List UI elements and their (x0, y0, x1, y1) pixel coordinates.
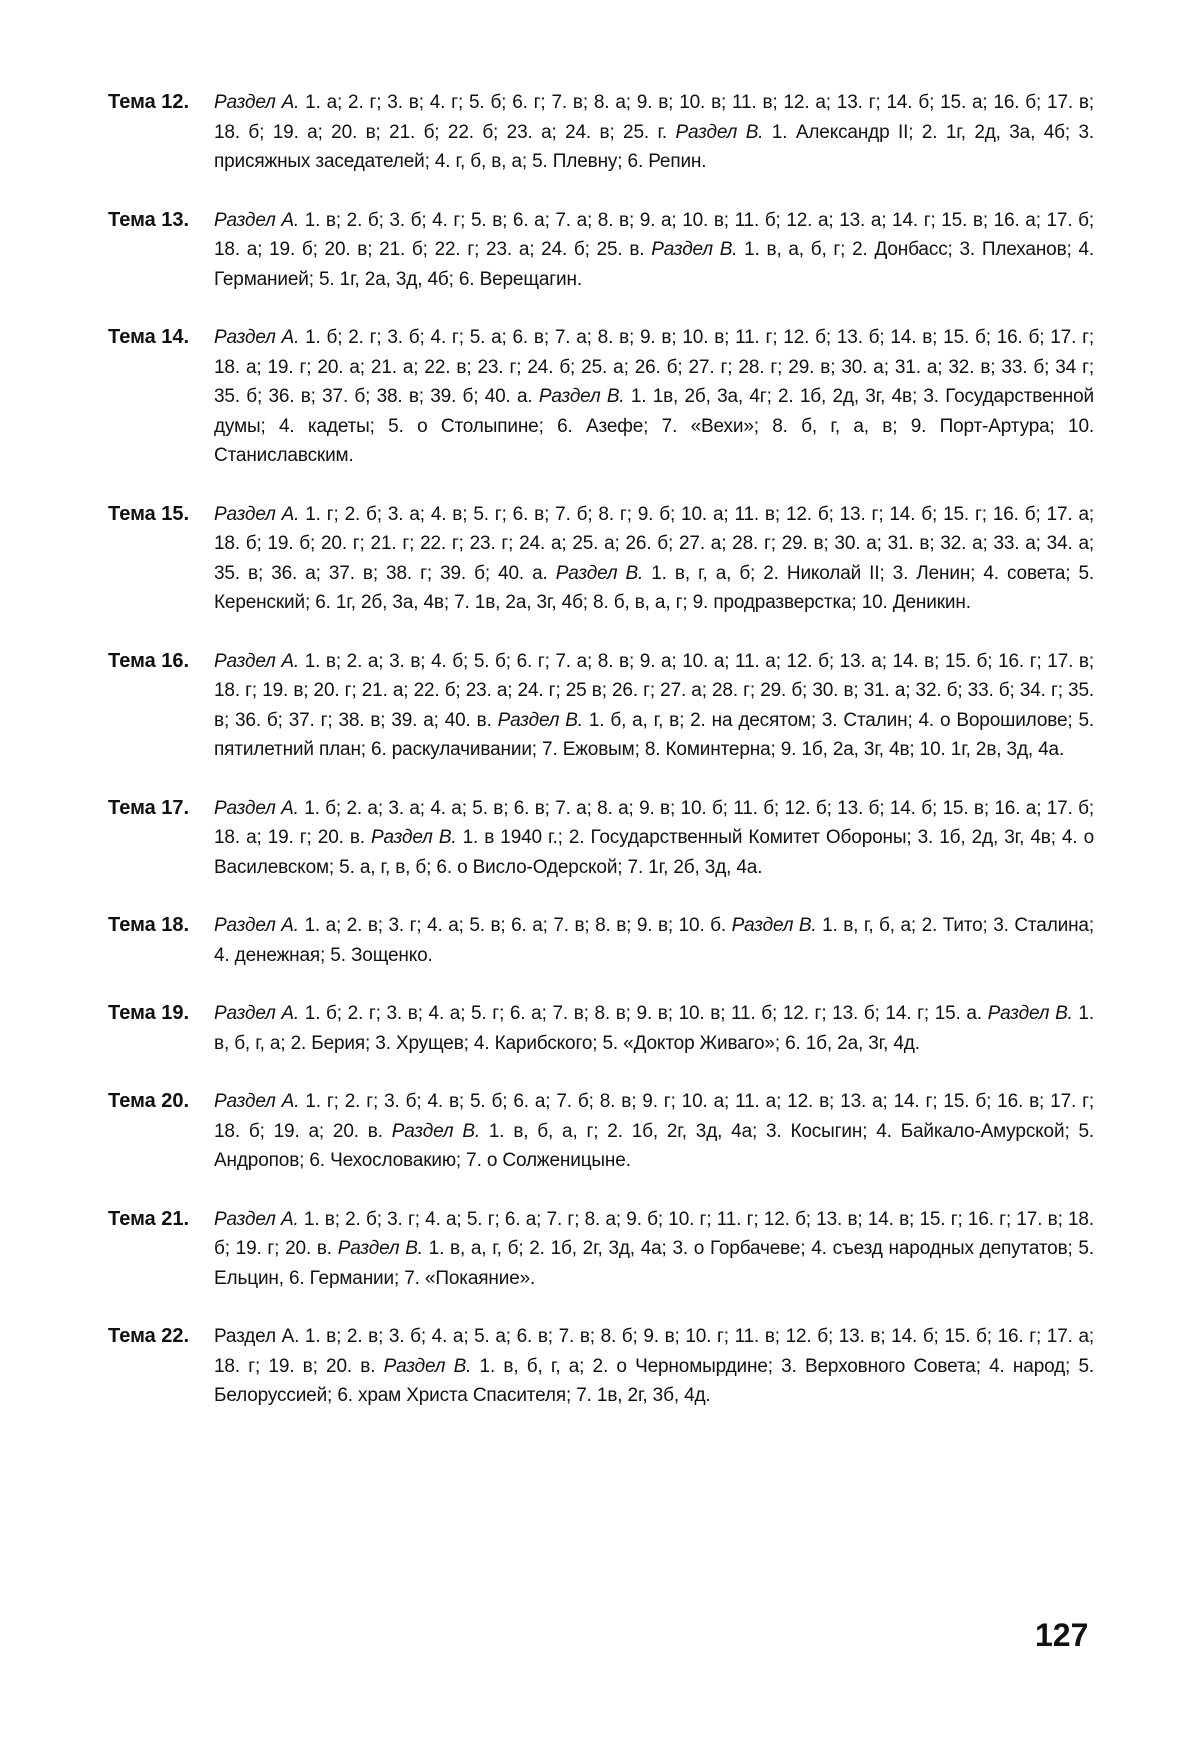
section-a-answers: 1. г; 2. б; 3. а; 4. в; 5. г; 6. в; 7. б; 8. г; 9. б; 10. а; 11. в; 12. б; 13. г; 14. б; 15. г; 16. б; 17. а; 18. б; 19. б; 20. г; 21. г; 22. г; 23. г; 24. а; 25. а; 26. б; 27. а; 28. г; 29. в; 30. а; 31. в; 32. а; 33. а; 34. а; 35. в; 36. а; 37. в; 38. г; 39. б; 40. а. (214, 503, 1094, 584)
section-b-answers: 1. в, г, а, б; 2. Николай II; 3. Ленин; 4. совета; 5. Керенский; 6. 1г, 2б, 3а, 4в; 7. 1в, 2а, 3г, 4б; 8. б, в, а, г; 9. продразверстка; 10. Деникин. (214, 562, 1094, 613)
topic-label: Тема 18. (108, 914, 190, 936)
section-a-answers: 1. б; 2. г; 3. в; 4. а; 5. г; 6. а; 7. в; 8. в; 9. в; 10. в; 11. б; 12. г; 13. б; 14. г; 15. а. (299, 1003, 988, 1024)
topic-entry (108, 88, 1108, 177)
section-a-label: Раздел А. (214, 915, 299, 936)
section-b-answers: 1. в, б, г, а; 2. о Черномырдине; 3. Верховного Совета; 4. народ; 5. Белоруссией; 6. храм Христа Спасителя; 7. 1в, 2г, 3б, 4д. (214, 1355, 1095, 1406)
section-a-label: Раздел А. (214, 1091, 300, 1112)
section-b-label: Раздел В. (538, 386, 625, 407)
section-a-label: Раздел А. (214, 503, 300, 525)
topic-label: Тема 16. (108, 649, 190, 672)
section-a-label: Раздел А. (214, 1003, 300, 1024)
topic-entry (108, 206, 1108, 295)
topic-label: Тема 22. (108, 1325, 190, 1347)
topic-answers (214, 323, 1094, 471)
section-b-label: Раздел В. (555, 562, 644, 584)
section-b-answers: 1. Александр II; 2. 1г, 2д, 3а, 4б; 3. присяжных заседателей; 4. г, б, в, а; 5. Плевну; 6. Репин. (214, 121, 1094, 172)
topic-answers (214, 88, 1094, 177)
section-a-answers: 1. в; 2. б; 3. г; 4. а; 5. г; 6. а; 7. г; 8. а; 9. б; 10. г; 11. г; 12. б; 13. в; 14. в; 15. г; 16. г; 17. в; 18. б; 19. г; 20. в. (214, 1208, 1094, 1259)
topic-entry (108, 1205, 1108, 1294)
topic-label: Тема 17. (108, 796, 190, 819)
section-b-answers: 1. в, б, г, а; 2. Берия; 3. Хрущев; 4. Карибского; 5. «Доктор Живаго»; 6. 1б, 2а, 3г, 4д. (214, 1003, 1094, 1054)
topic-label: Тема 19. (108, 1002, 190, 1024)
topic-entry (108, 500, 1108, 618)
topic-entry (108, 1087, 1108, 1176)
section-b-answers: 1. в, г, б, а; 2. Тито; 3. Сталина; 4. денежная; 5. Зощенко. (214, 915, 1094, 966)
topic-entry (108, 1322, 1108, 1411)
page-number: 127 (1035, 1617, 1089, 1653)
topic-label: Тема 12. (108, 91, 190, 113)
section-b-answers: 1. б, а, г, в; 2. на десятом; 3. Сталин; 4. о Ворошилове; 5. пятилетний план; 6. раскулачивании; 7. Ежовым; 8. Коминтерна; 9. 1б, 2а, 3г, 4в; 10. 1г, 2в, 3д, 4а. (214, 709, 1094, 760)
section-a-answers: Раздел А. 1. в; 2. в; 3. б; 4. а; 5. а; 6. в; 7. в; 8. б; 9. в; 10. г; 11. в; 12. б; 13. в; 14. б; 15. б; 16. г; 17. а; 18. г; 19. в; 20. в. (214, 1326, 1094, 1377)
topic-label: Тема 20. (108, 1090, 190, 1112)
section-b-label: Раздел В. (651, 239, 738, 260)
section-b-answers: 1. 1в, 2б, 3а, 4г; 2. 1б, 2д, 3г, 4в; 3. Государственной думы; 4. кадеты; 5. о Столыпине; 6. Азефе; 7. «Вехи»; 8. б, г, а, в; 9. Порт-Артура; 10. Станиславским. (214, 386, 1094, 466)
section-b-label: Раздел В. (731, 915, 817, 936)
section-b-answers: 1. в, а, г, б; 2. 1б, 2г, 3д, 4а; 3. о Горбачеве; 4. съезд народных депутатов; 5. Ельцин, 6. Германии; 7. «Покаяние». (214, 1238, 1094, 1289)
section-b-label: Раздел В. (371, 827, 457, 848)
answer-key (108, 88, 1108, 1440)
topic-answers (214, 911, 1094, 970)
section-b-label: Раздел В. (987, 1003, 1073, 1024)
section-a-answers: 1. г; 2. г; 3. б; 4. в; 5. б; 6. а; 7. б; 8. в; 9. г; 10. а; 11. а; 12. в; 13. а; 14. г; 15. б; 16. в; 17. г; 18. б; 19. а; 20. в. (214, 1091, 1094, 1142)
topic-answers (214, 500, 1094, 618)
topic-label: Тема 15. (108, 502, 190, 525)
section-a-label: Раздел А. (214, 327, 300, 348)
topic-answers (214, 206, 1094, 295)
section-b-label: Раздел В. (391, 1120, 480, 1142)
section-b-answers: 1. в, а, б, г; 2. Донбасс; 3. Плеханов; 4. Германией; 5. 1г, 2а, 3д, 4б; 6. Верещагин. (214, 239, 1094, 290)
section-a-label: Раздел А. (214, 797, 299, 819)
topic-answers (214, 1087, 1094, 1176)
section-a-answers: 1. б; 2. а; 3. а; 4. а; 5. в; 6. в; 7. а; 8. а; 9. в; 10. б; 11. б; 12. б; 13. б; 14. б; 15. в; 16. а; 17. б; 18. а; 19. г; 20. в. (214, 797, 1094, 848)
topic-entry (108, 794, 1108, 883)
section-a-label: Раздел А. (214, 209, 300, 231)
topic-answers (214, 794, 1094, 883)
topic-entry (108, 647, 1108, 765)
topic-entry (108, 323, 1108, 471)
topic-entry (108, 999, 1108, 1058)
topic-label: Тема 13. (108, 208, 190, 231)
section-a-label: Раздел А. (214, 92, 300, 113)
section-a-label: Раздел А. (214, 650, 300, 672)
section-b-label: Раздел В. (497, 709, 583, 731)
section-a-answers: 1. в; 2. а; 3. в; 4. б; 5. б; 6. г; 7. а; 8. в; 9. а; 10. а; 11. а; 12. б; 13. а; 14. в; 15. б; 16. г; 17. в; 18. г; 19. в; 20. г; 21. а; 22. б; 23. а; 24. г; 25 в; 26. г; 27. а; 28. г; 29. б; 30. в; 31. а; 32. б; 33. б; 34. г; 35. в; 36. б; 37. г; 38. в; 39. а; 40. в. (214, 650, 1095, 731)
topic-answers (214, 1322, 1094, 1411)
section-b-label: Раздел В. (383, 1355, 472, 1377)
section-a-answers: 1. б; 2. г; 3. б; 4. г; 5. а; 6. в; 7. а; 8. в; 9. в; 10. в; 11. г; 12. б; 13. б; 14. в; 15. б; 16. б; 17. г; 18. а; 19. г; 20. а; 21. а; 22. в; 23. г; 24. б; 25. а; 26. б; 27. г; 28. г; 29. в; 30. а; 31. а; 32. в; 33. б; 34 г; 35. б; 36. в; 37. б; 38. в; 39. б; 40. а. (214, 327, 1094, 407)
section-b-label: Раздел В. (337, 1238, 423, 1259)
section-b-answers: 1. в, б, а, г; 2. 1б, 2г, 3д, 4а; 3. Косыгин; 4. Байкало-Амурской; 5. Андропов; 6. Чехословакию; 7. о Солженицыне. (214, 1120, 1095, 1171)
section-a-answers: 1. а; 2. г; 3. в; 4. г; 5. б; 6. г; 7. в; 8. а; 9. в; 10. в; 11. в; 12. а; 13. г; 14. б; 15. а; 16. б; 17. в; 18. б; 19. а; 20. в; 21. б; 22. б; 23. а; 24. в; 25. г. (214, 92, 1094, 143)
topic-entry (108, 911, 1108, 970)
section-b-label: Раздел В. (675, 121, 764, 143)
topic-answers (214, 999, 1094, 1058)
topic-label: Тема 21. (108, 1207, 190, 1230)
section-a-answers: 1. а; 2. в; 3. г; 4. а; 5. в; 6. а; 7. в; 8. в; 9. в; 10. б. (298, 915, 732, 936)
topic-answers (214, 647, 1094, 765)
topic-label: Тема 14. (108, 326, 190, 348)
section-b-answers: 1. в 1940 г.; 2. Государственный Комитет Обороны; 3. 1б, 2д, 3г, 4в; 4. о Василевском; 5. а, г, в, б; 6. о Висло-Одерской; 7. 1г, 2б, 3д, 4а. (214, 827, 1094, 878)
section-a-answers: 1. в; 2. б; 3. б; 4. г; 5. в; 6. а; 7. а; 8. в; 9. а; 10. в; 11. б; 12. а; 13. а; 14. г; 15. в; 16. а; 17. б; 18. а; 19. б; 20. в; 21. б; 22. г; 23. а; 24. б; 25. в. (214, 209, 1095, 260)
topic-answers (214, 1205, 1094, 1294)
section-a-label: Раздел А. (214, 1208, 299, 1230)
